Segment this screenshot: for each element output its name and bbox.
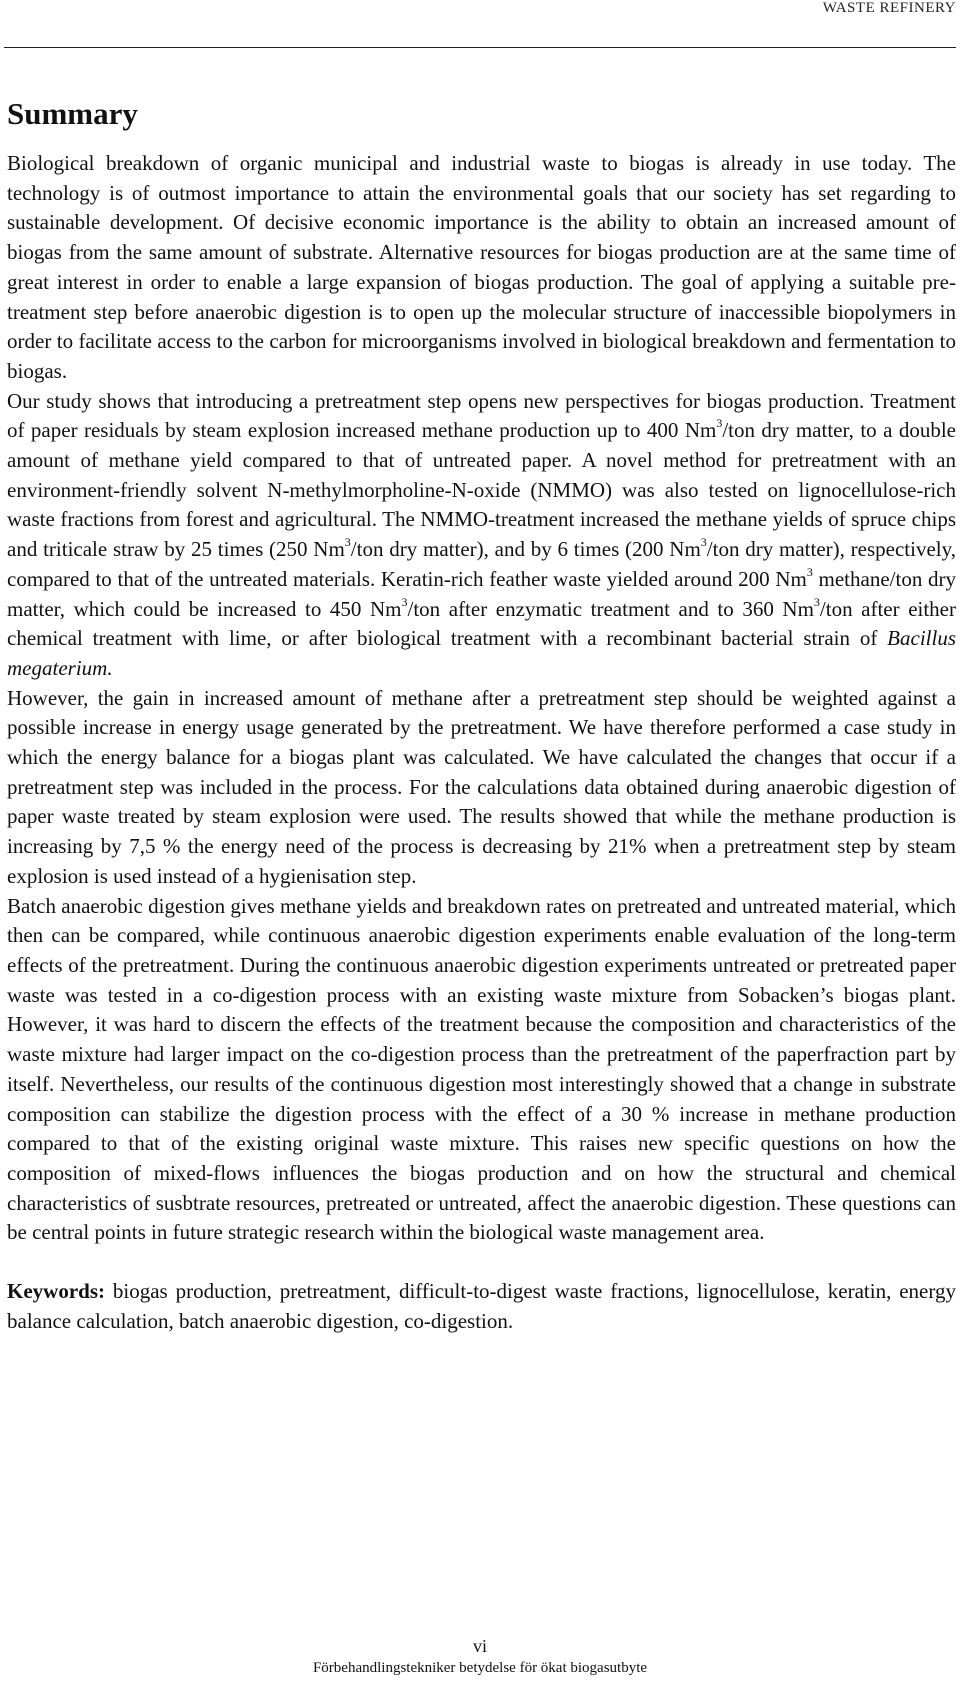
superscript: 3 [700, 535, 707, 550]
page-number: vi [472, 1636, 487, 1656]
superscript: 3 [813, 594, 820, 609]
text-run: /ton dry matter), respectively, compared to that of the untreated materials. Keratin-rich feather waste yielded around 200 Nm [7, 537, 956, 591]
text-run: /ton after either chemical treatment with lime, or after biological treatment with a recombinant bacterial strain of [7, 596, 956, 651]
superscript: 3 [716, 416, 723, 431]
italic-term: Bacillus megaterium. [7, 626, 956, 680]
paragraph-1 [7, 149, 956, 387]
keywords [7, 1277, 956, 1336]
text-run: /ton after enzymatic treatment and to 360 Nm [407, 596, 814, 621]
text-run: /ton dry matter, to a double amount of methane yield compared to that of untreated paper. A novel method for pretreatment with an environment-friendly solvent N-methylmorpholine-N-oxide (NMMO) was also tested on lignocellulose-rich waste fractions from forest and agricultural. The NMMO-treatment increased the methane yields of spruce chips and triticale straw by 25 times (250 Nm [7, 418, 956, 562]
footer-title: Förbehandlingstekniker betydelse för ökat biogasutbyte [312, 1660, 648, 1676]
superscript: 3 [806, 564, 813, 579]
page-title: Summary [7, 96, 138, 131]
header-divider [4, 47, 956, 48]
superscript: 3 [344, 535, 351, 550]
text-run: Biological breakdown of organic municipal and industrial waste to biogas is already in use today. The technology is of outmost importance to attain the environmental goals that our society has set regarding to sustainable development. Of decisive economic importance is the ability to obtain an increased amount of biogas from the same amount of substrate. Alternative resources for biogas production are at the same time of great interest in order to enable a large expansion of biogas production. The goal of applying a suitable pre-treatment step before anaerobic digestion is to open up the molecular structure of inaccessible biopolymers in order to facilitate access to the carbon for microorganisms involved in biological breakdown and fermentation to biogas. [7, 151, 956, 383]
text-run: Batch anaerobic digestion gives methane yields and breakdown rates on pretreated and untreated material, which then can be compared, while continuous anaerobic digestion experiments enable evaluation of the long-term effects of the pretreatment. During the continuous anaerobic digestion experiments untreated or pretreated paper waste was tested in a co-digestion process with an existing waste mixture from Sobacken’s biogas plant. However, it was hard to discern the effects of the treatment because the composition and characteristics of the waste mixture had larger impact on the co-digestion process than the pretreatment of the paperfraction part by itself. Nevertheless, our results of the continuous digestion most interestingly showed that a change in substrate composition can stabilize the digestion process with the effect of a 30 % increase in methane production compared to that of the existing original waste mixture. This raises new specific questions on how the composition of mixed-flows influences the biogas production and on how the structural and chemical characteristics of susbtrate resources, pretreated or untreated, affect the anaerobic digestion. These questions can be central points in future strategic research within the biological waste management area. [7, 893, 956, 1245]
summary-body [7, 149, 956, 1336]
paragraph-2 [7, 387, 956, 684]
running-header: WASTE REFINERY [822, 0, 956, 16]
text-run: However, the gain in increased amount of methane after a pretreatment step should be weighted against a possible increase in energy usage generated by the pretreatment. We have therefore performed a case study in which the energy balance for a biogas plant was calculated. We have calculated the changes that occur if a pretreatment step was included in the process. For the calculations data obtained during anaerobic digestion of paper waste treated by steam explosion were used. The results showed that while the methane production is increasing by 7,5 % the energy need of the process is decreasing by 21% when a pretreatment step by steam explosion is used instead of a hygienisation step. [7, 685, 956, 888]
paragraph-3 [7, 684, 956, 892]
text-run: methane/ton dry matter, which could be increased to 450 Nm [7, 566, 957, 621]
keywords-label: Keywords: [7, 1279, 105, 1304]
paragraph-4 [7, 892, 956, 1248]
text-run: /ton dry matter), and by 6 times (200 Nm [350, 537, 701, 562]
superscript: 3 [401, 594, 408, 609]
keywords-text: biogas production, pretreatment, difficult-to-digest waste fractions, lignocellulose, keratin, energy balance calculation, batch anaerobic digestion, co-digestion. [7, 1279, 956, 1333]
text-run: Our study shows that introducing a pretreatment step opens new perspectives for biogas production. Treatment of paper residuals by steam explosion increased methane production up to 400 Nm [7, 388, 956, 443]
